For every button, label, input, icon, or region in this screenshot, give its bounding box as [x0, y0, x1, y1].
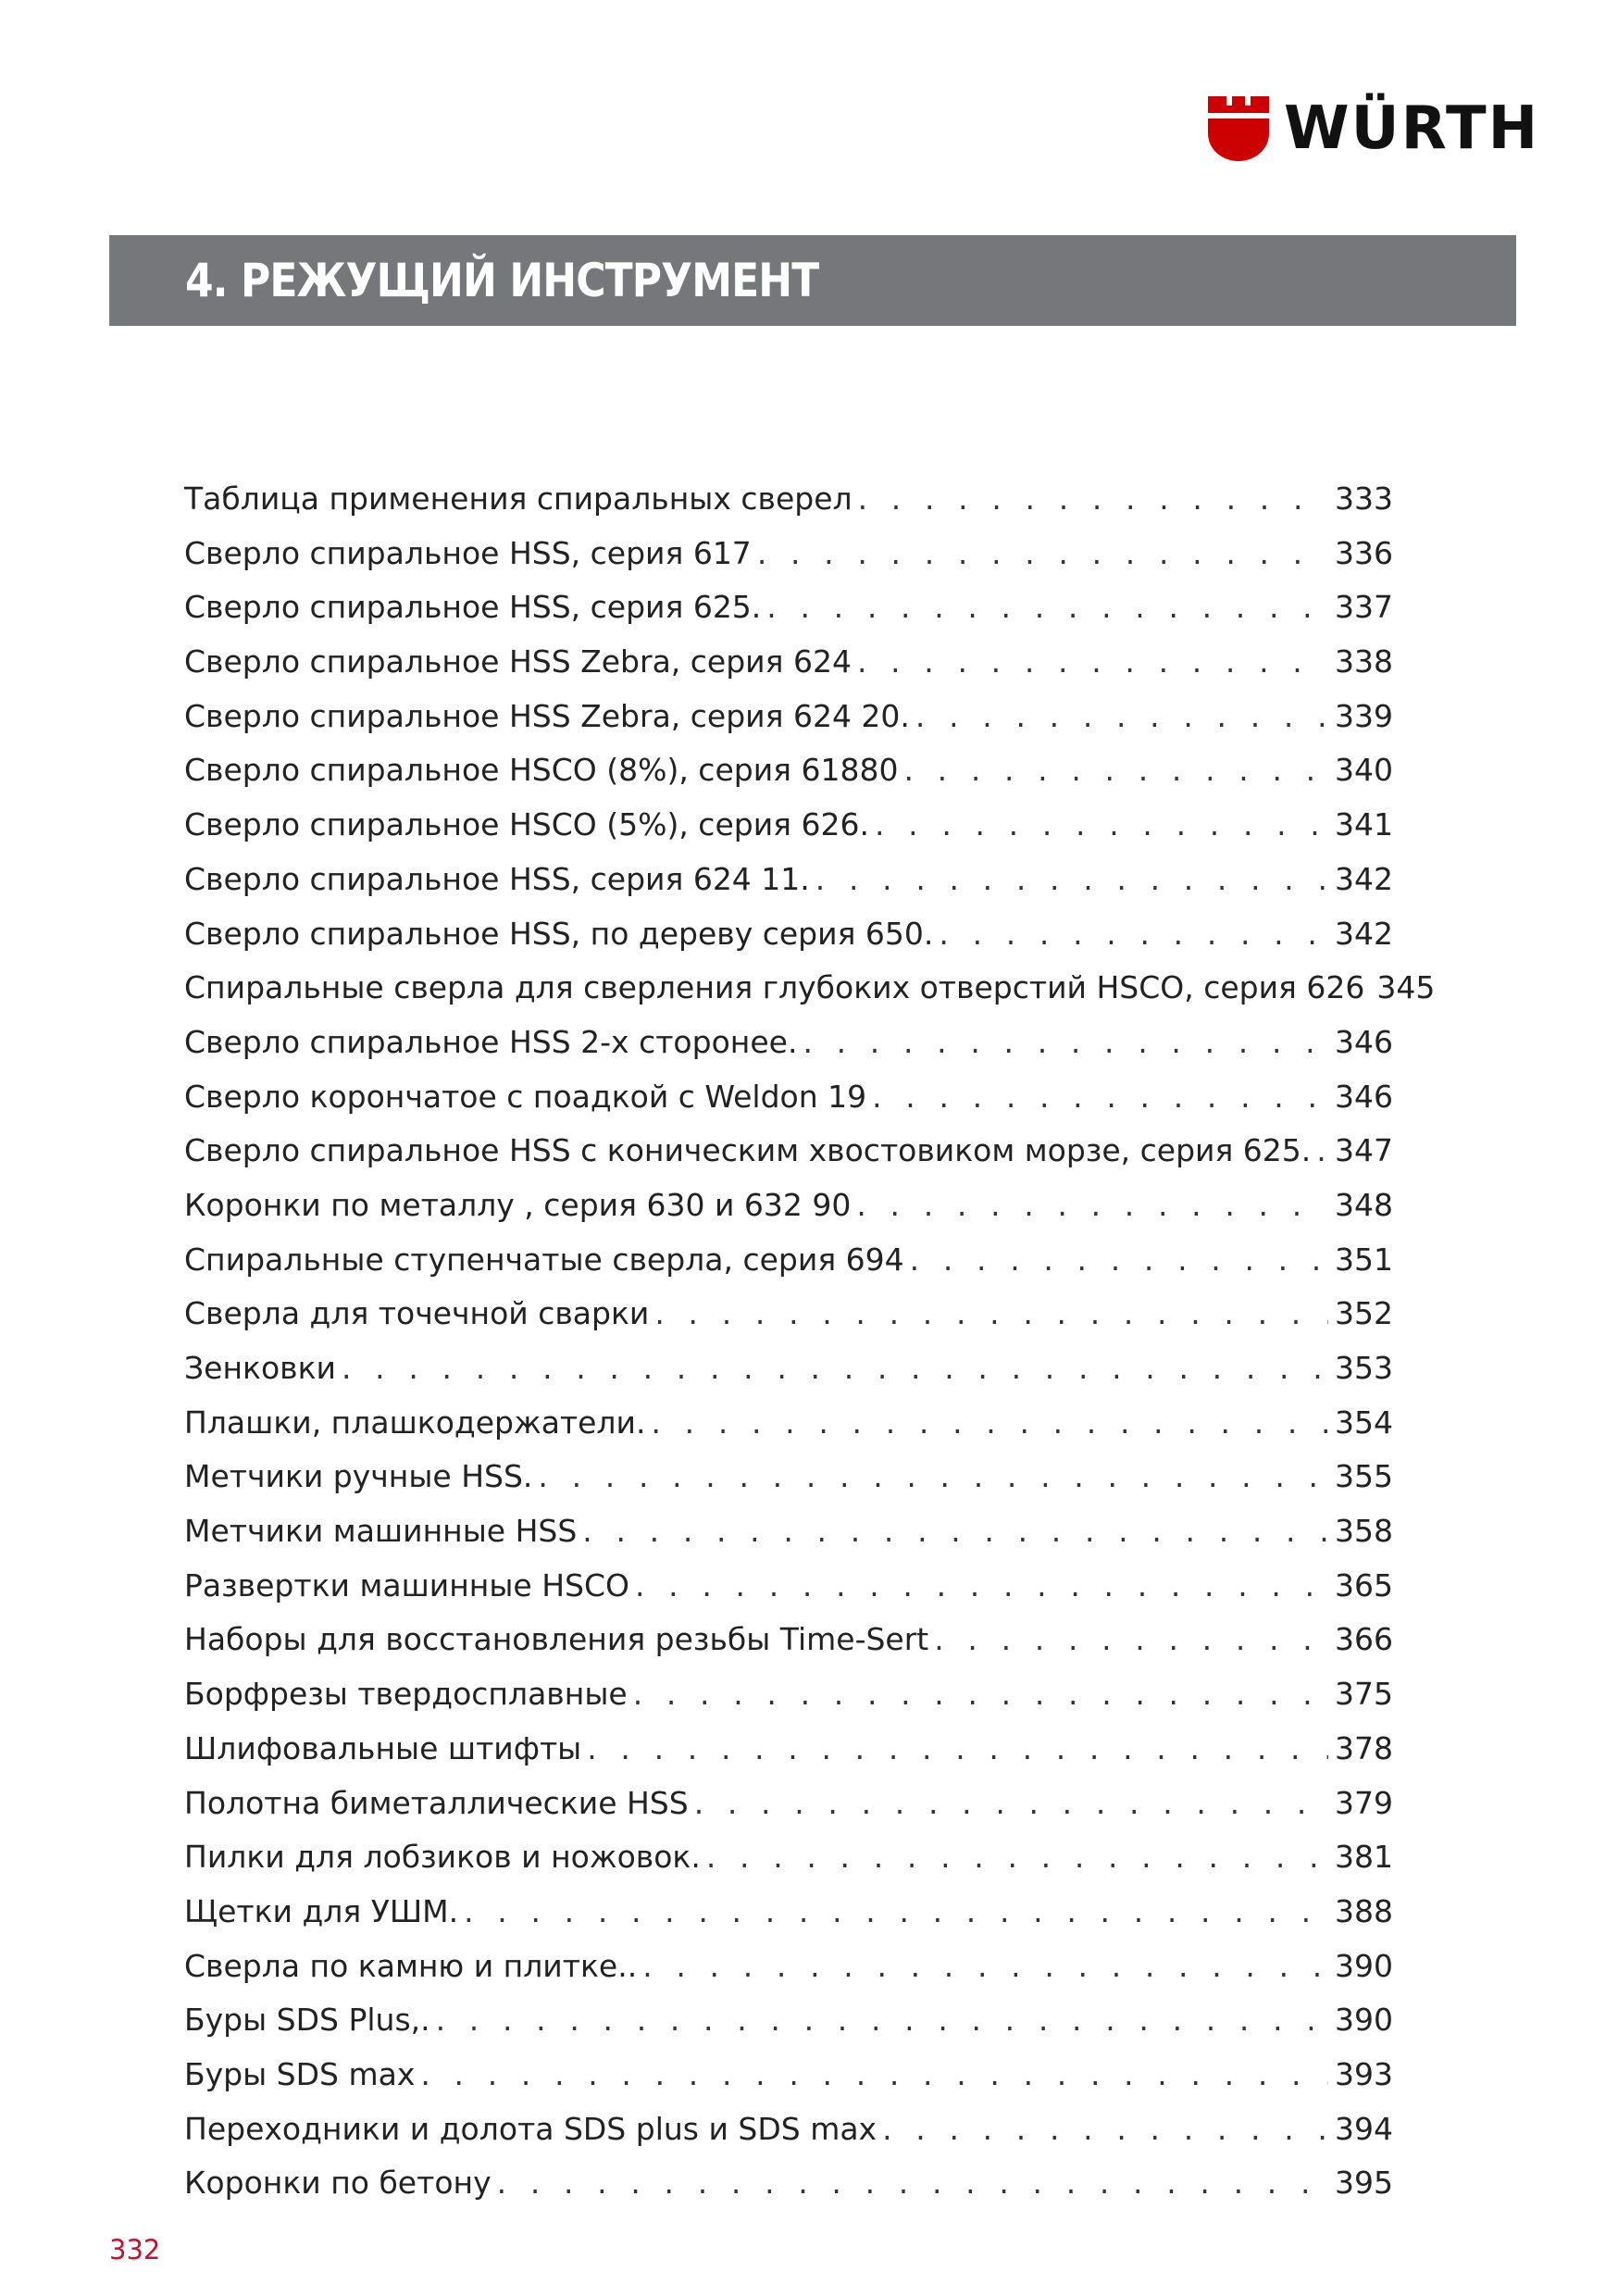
section-header [109, 235, 1516, 326]
toc-entry-title: Полотна биметаллические HSS [184, 1784, 689, 1821]
toc-entry-page: 339 [1335, 697, 1393, 734]
toc-entry-page: 358 [1335, 1513, 1393, 1550]
toc-entry-page: 381 [1335, 1839, 1393, 1876]
toc-entry-title: Наборы для восстановления резьбы Time-Sert [184, 1621, 929, 1658]
toc-entry[interactable] [184, 1993, 1393, 2048]
toc-entry-title: Сверло спиральное HSS, серия 624 11. [184, 860, 810, 897]
toc-entry[interactable] [184, 2048, 1393, 2103]
toc-entry[interactable] [184, 1124, 1393, 1179]
toc-dot-leader [651, 1396, 1328, 1451]
toc-entry-page: 336 [1335, 534, 1393, 571]
toc-entry-title: Пилки для лобзиков и ножовок. [184, 1839, 701, 1876]
toc-dot-leader [342, 1341, 1328, 1396]
toc-entry-title: Борфрезы твердосплавные [184, 1676, 628, 1713]
toc-entry[interactable] [184, 472, 1393, 527]
toc-entry-page: 390 [1335, 2002, 1393, 2039]
toc-entry[interactable] [184, 798, 1393, 853]
toc-entry-page: 365 [1335, 1566, 1393, 1603]
toc-entry-page: 395 [1335, 2165, 1393, 2202]
toc-dot-leader [934, 1613, 1328, 1667]
toc-entry[interactable] [184, 1341, 1393, 1396]
toc-dot-leader [766, 580, 1328, 635]
toc-entry-page: 378 [1335, 1729, 1393, 1766]
toc-dot-leader [420, 2048, 1328, 2103]
toc-entry[interactable] [184, 853, 1393, 907]
toc-entry-page: 393 [1335, 2055, 1393, 2092]
toc-entry-page: 353 [1335, 1350, 1393, 1386]
toc-entry[interactable] [184, 1940, 1393, 1994]
toc-dot-leader [903, 743, 1328, 798]
toc-entry[interactable] [184, 1777, 1393, 1831]
toc-entry[interactable] [184, 1287, 1393, 1341]
toc-entry-title: Сверло спиральное HSCO (5%), серия 626. [184, 806, 869, 843]
toc-entry[interactable] [184, 1016, 1393, 1070]
toc-dot-leader [582, 1504, 1328, 1559]
toc-entry-title: Шлифовальные штифты [184, 1729, 582, 1766]
toc-entry-page: 346 [1335, 1023, 1393, 1060]
toc-entry[interactable] [184, 1613, 1393, 1667]
toc-entry[interactable] [184, 961, 1436, 1016]
toc-entry-page: 388 [1335, 1892, 1393, 1929]
toc-entry-title: Коронки по бетону [184, 2165, 492, 2202]
toc-dot-leader [757, 527, 1328, 581]
toc-entry[interactable] [184, 1504, 1393, 1559]
toc-dot-leader [635, 1559, 1328, 1614]
toc-entry-title: Метчики машинные HSS [184, 1513, 578, 1550]
toc-entry-page: 337 [1335, 589, 1393, 626]
toc-dot-leader [858, 472, 1328, 527]
toc-entry-page: 338 [1335, 643, 1393, 680]
toc-dot-leader [464, 1885, 1328, 1940]
toc-dot-leader [538, 1450, 1328, 1504]
toc-entry[interactable] [184, 1559, 1393, 1614]
toc-entry-title: Спиральные сверла для сверления глубоких отверстий HSCO, серия 626 [184, 969, 1365, 1006]
toc-dot-leader [875, 798, 1328, 853]
toc-entry[interactable] [184, 1179, 1393, 1233]
toc-dot-leader [915, 690, 1328, 744]
toc-entry-title: Сверло спиральное HSS, по дереву серия 650. [184, 915, 934, 952]
toc-entry-page: 342 [1335, 915, 1393, 952]
toc-dot-leader [587, 1722, 1328, 1777]
toc-entry-page: 352 [1335, 1295, 1393, 1332]
toc-entry[interactable] [184, 1722, 1393, 1777]
toc-entry[interactable] [184, 2103, 1393, 2157]
toc-entry-title: Сверло спиральное HSS Zebra, серия 624 20. [184, 697, 910, 734]
toc-dot-leader [706, 1830, 1328, 1885]
toc-entry-page: 394 [1335, 2110, 1393, 2147]
toc-entry[interactable] [184, 527, 1393, 581]
toc-entry-title: Сверла для точечной сварки [184, 1295, 650, 1332]
toc-entry-title: Метчики ручные HSS. [184, 1458, 533, 1495]
toc-dot-leader [654, 1287, 1328, 1341]
toc-entry-title: Буры SDS max [184, 2055, 416, 2092]
toc-dot-leader [642, 1940, 1328, 1994]
toc-entry-page: 342 [1335, 860, 1393, 897]
toc-dot-leader [633, 1667, 1328, 1722]
toc-entry[interactable] [184, 635, 1393, 690]
toc-entry[interactable] [184, 1233, 1393, 1288]
toc-entry-title: Спиральные ступенчатые сверла, серия 694 [184, 1241, 904, 1278]
toc-entry-title: Плашки, плашкодержатели. [184, 1404, 646, 1441]
toc-entry-title: Буры SDS Plus,. [184, 2002, 430, 2039]
toc-entry-page: 333 [1335, 480, 1393, 517]
toc-entry-page: 390 [1335, 1947, 1393, 1984]
toc-entry-title: Сверло спиральное HSS Zebra, серия 624 [184, 643, 852, 680]
table-of-contents [184, 472, 1436, 2211]
toc-entry[interactable] [184, 2156, 1393, 2211]
toc-entry-title: Сверла по камню и плитке.. [184, 1947, 638, 1984]
toc-entry[interactable] [184, 1885, 1393, 1940]
section-title: 4. РЕЖУЩИЙ ИНСТРУМЕНТ [185, 254, 819, 307]
toc-entry-page: 345 [1376, 969, 1436, 1006]
toc-entry-title: Щетки для УШМ. [184, 1892, 459, 1929]
toc-entry-page: 347 [1335, 1132, 1393, 1169]
toc-entry-page: 354 [1335, 1404, 1393, 1441]
toc-entry-title: Сверло спиральное HSS 2-х сторонее. [184, 1023, 798, 1060]
toc-dot-leader [857, 635, 1328, 690]
toc-entry-title: Сверло спиральное HSS, серия 617 [184, 534, 752, 571]
toc-entry[interactable] [184, 1070, 1393, 1125]
toc-entry[interactable] [184, 743, 1393, 798]
toc-dot-leader [694, 1777, 1328, 1831]
toc-entry[interactable] [184, 580, 1393, 635]
toc-entry-page: 341 [1335, 806, 1393, 843]
toc-entry-title: Сверло спиральное HSS, серия 625. [184, 589, 762, 626]
page-number: 332 [109, 2234, 161, 2265]
toc-dot-leader [872, 1070, 1328, 1125]
toc-dot-leader [910, 1233, 1328, 1288]
toc-entry-title: Сверло корончатое с поадкой с Weldon 19 [184, 1078, 867, 1115]
toc-entry-page: 375 [1335, 1676, 1393, 1713]
toc-entry-page: 379 [1335, 1784, 1393, 1821]
toc-entry[interactable] [184, 1830, 1393, 1885]
toc-entry-title: Зенковки [184, 1350, 336, 1386]
toc-entry-title: Сверло спиральное HSS с коническим хвостовиком морзе, серия 625. [184, 1132, 1312, 1169]
toc-dot-leader [815, 853, 1328, 907]
wurth-logo-icon [1208, 96, 1269, 161]
toc-dot-leader [882, 2103, 1328, 2157]
toc-entry-title: Коронки по металлу , серия 630 и 632 90 [184, 1186, 852, 1223]
toc-entry-title: Развертки машинные HSCO [184, 1566, 629, 1603]
toc-entry[interactable] [184, 690, 1393, 744]
toc-entry-page: 348 [1335, 1186, 1393, 1223]
toc-entry-title: Переходники и долота SDS plus и SDS max [184, 2110, 877, 2147]
toc-dot-leader [497, 2156, 1328, 2211]
toc-entry[interactable] [184, 907, 1393, 962]
toc-dot-leader [436, 1993, 1328, 2048]
toc-entry-page: 355 [1335, 1458, 1393, 1495]
toc-entry-title: Таблица применения спиральных сверел [184, 480, 853, 517]
toc-dot-leader [803, 1016, 1328, 1070]
toc-entry-page: 340 [1335, 752, 1393, 789]
toc-entry-title: Сверло спиральное HSCO (8%), серия 61880 [184, 752, 899, 789]
toc-entry-page: 346 [1335, 1078, 1393, 1115]
toc-entry-page: 366 [1335, 1621, 1393, 1658]
toc-entry[interactable] [184, 1450, 1393, 1504]
toc-entry[interactable] [184, 1396, 1393, 1451]
brand-name: WÜRTH [1284, 94, 1540, 163]
toc-dot-leader [1316, 1124, 1328, 1179]
wurth-logo [1208, 96, 1539, 161]
toc-entry-page: 351 [1335, 1241, 1393, 1278]
toc-dot-leader [856, 1179, 1328, 1233]
toc-entry[interactable] [184, 1667, 1393, 1722]
toc-dot-leader [939, 907, 1328, 962]
